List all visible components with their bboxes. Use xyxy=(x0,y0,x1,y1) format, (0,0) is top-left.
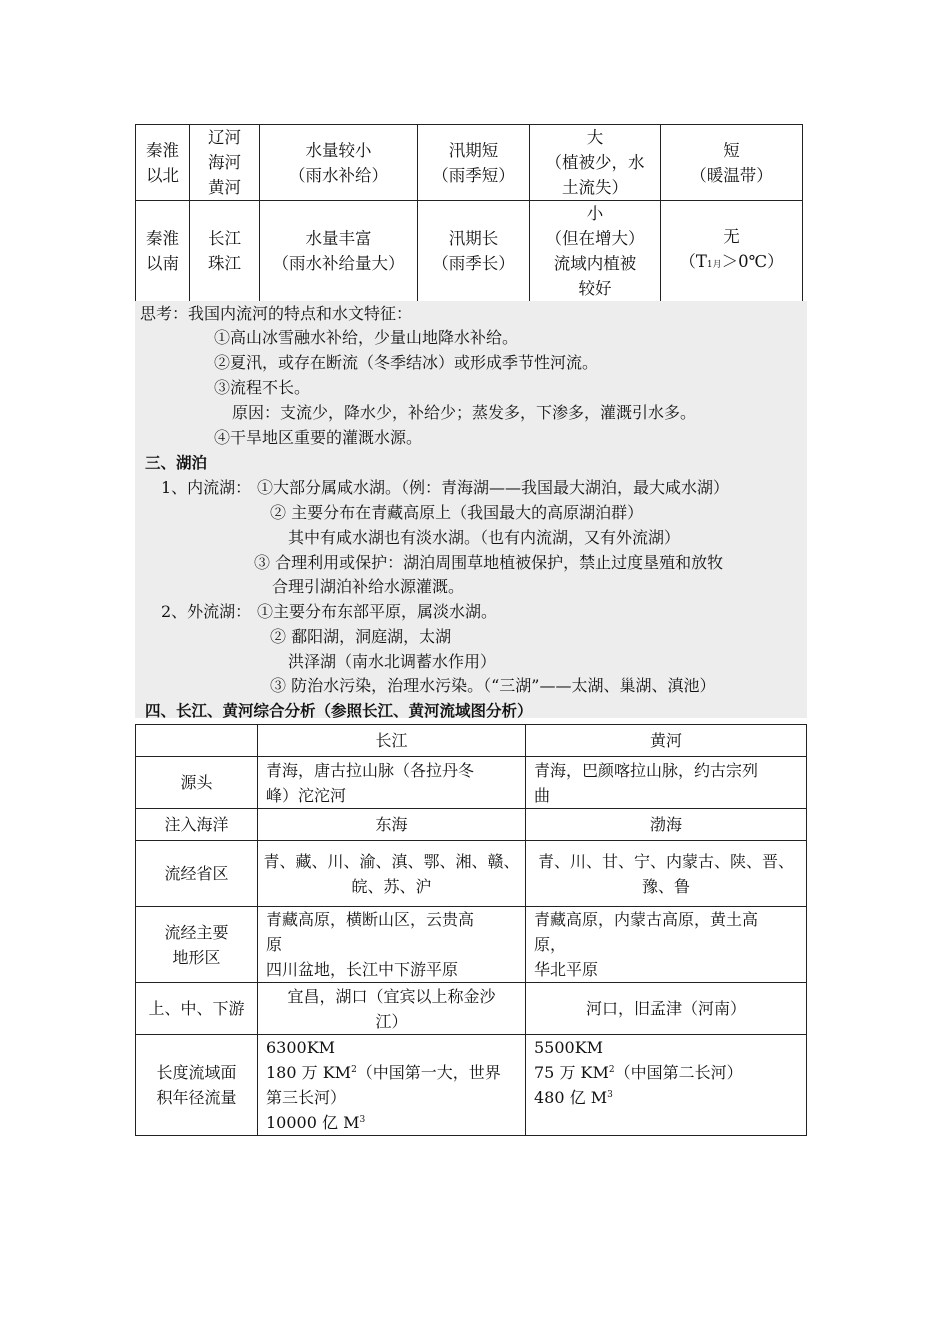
row-label: 流经省区 xyxy=(136,841,258,907)
table-row xyxy=(136,983,807,1035)
yellow-area xyxy=(534,1060,802,1085)
volume-cell: 水量丰富 （雨水补给量大） xyxy=(260,201,418,302)
yangtze-cell: 宜昌，湖口（宜宾以上称金沙 江） xyxy=(258,983,526,1035)
inner-lake-item: 其中有咸水湖也有淡水湖。（也有内流湖，又有外流湖） xyxy=(288,528,681,547)
yangtze-cell: 青、藏、川、渝、滇、鄂、湘、赣、 皖、苏、沪 xyxy=(258,841,526,907)
thinking-item: ④干旱地区重要的灌溉水源。 xyxy=(214,428,423,447)
yangtze-cell xyxy=(258,1035,526,1136)
table-row xyxy=(136,907,807,983)
yellow-cell: 青海，巴颜喀拉山脉，约古宗列 曲 xyxy=(526,757,807,809)
table-row xyxy=(136,757,807,809)
table-row xyxy=(136,1035,807,1136)
header-empty-cell xyxy=(136,725,258,757)
yellow-cell xyxy=(526,1035,807,1136)
row-label: 流经主要 地形区 xyxy=(136,907,258,983)
yellow-cell: 青、川、甘、宁、内蒙古、陕、晋、 豫、鲁 xyxy=(526,841,807,907)
table-row xyxy=(136,201,803,302)
rivers-cell: 辽河 海河 黄河 xyxy=(190,125,260,201)
ice-cell xyxy=(661,201,803,302)
yellow-cell: 河口，旧孟津（河南） xyxy=(526,983,807,1035)
row-label: 注入海洋 xyxy=(136,809,258,841)
yellow-cell: 渤海 xyxy=(526,809,807,841)
table-row xyxy=(136,125,803,201)
ice-note-prefix: （T xyxy=(679,252,707,271)
yangtze-area-sup: 2 xyxy=(351,1065,357,1075)
ice-main: 无 xyxy=(723,227,740,246)
rivers-cell: 长江 珠江 xyxy=(190,201,260,302)
yellow-area-prefix: 75 万 KM xyxy=(534,1063,609,1082)
inner-lake-item: ①大部分属咸水湖。（例：青海湖——我国最大湖泊，最大咸水湖） xyxy=(257,478,730,497)
thinking-item: 原因：支流少，降水少，补给少；蒸发多，下渗多，灌溉引水多。 xyxy=(232,403,697,422)
inner-lake-item: ③ 合理利用或保护：湖泊周围草地植被保护，禁止过度垦殖和放牧 xyxy=(254,553,724,572)
yellow-length: 5500KM xyxy=(534,1038,604,1057)
yangtze-flow-sup: 3 xyxy=(359,1115,366,1125)
outer-lake-item: ② 鄱阳湖，洞庭湖，太湖 xyxy=(270,627,452,646)
table-row xyxy=(136,841,807,907)
lakes-heading: 三、湖泊 xyxy=(145,454,208,472)
outer-lake-item: 洪泽湖（南水北调蓄水作用） xyxy=(288,652,497,671)
ice-note-sub: 1月 xyxy=(706,260,722,270)
yangtze-yellow-table xyxy=(135,724,807,1136)
flood-cell: 汛期长 （雨季长） xyxy=(418,201,530,302)
inner-lake-item: ② 主要分布在青藏高原上（我国最大的高原湖泊群） xyxy=(270,503,644,522)
yangtze-area-prefix: 180 万 KM xyxy=(266,1063,352,1082)
yellow-cell: 青藏高原，内蒙古高原，黄土高 原， 华北平原 xyxy=(526,907,807,983)
row-label: 上、中、下游 xyxy=(136,983,258,1035)
yangtze-cell: 青海，唐古拉山脉（各拉丹冬 峰）沱沱河 xyxy=(258,757,526,809)
yangtze-area-suffix: （中国第一大，世界 第三长河） xyxy=(266,1063,501,1107)
yellow-area-sup: 2 xyxy=(608,1065,615,1075)
header-yellow: 黄河 xyxy=(526,725,807,757)
row-label: 源头 xyxy=(136,757,258,809)
yellow-flow xyxy=(534,1085,802,1110)
inner-lake-item: 合理引湖泊补给水源灌溉。 xyxy=(272,577,465,596)
table-row xyxy=(136,809,807,841)
yangtze-cell: 青藏高原，横断山区，云贵高 原 四川盆地，长江中下游平原 xyxy=(258,907,526,983)
yellow-flow-prefix: 480 亿 M xyxy=(534,1088,608,1107)
flood-cell: 汛期短 （雨季短） xyxy=(418,125,530,201)
yangtze-flow xyxy=(266,1110,521,1135)
yangtze-area xyxy=(266,1060,521,1110)
ice-note-suffix: ＞0℃） xyxy=(721,252,784,271)
header-yangtze: 长江 xyxy=(258,725,526,757)
thinking-item: ②夏汛，或存在断流（冬季结冰）或形成季节性河流。 xyxy=(214,353,599,372)
outer-lake-item: ③ 防治水污染，治理水污染。（“三湖”——太湖、巢湖、滇池） xyxy=(270,676,716,695)
yangtze-length: 6300KM xyxy=(266,1038,336,1057)
river-comparison-table xyxy=(135,124,803,302)
thinking-item: ③流程不长。 xyxy=(214,378,311,397)
region-cell: 秦淮 以南 xyxy=(136,201,190,302)
yangtze-cell: 东海 xyxy=(258,809,526,841)
table-header-row xyxy=(136,725,807,757)
inner-lake-label: 1、内流湖： xyxy=(161,478,252,497)
sediment-cell: 小 （但在增大） 流域内植被 较好 xyxy=(530,201,661,302)
thinking-item: ①高山冰雪融水补给，少量山地降水补给。 xyxy=(214,328,519,347)
yellow-flow-sup: 3 xyxy=(607,1090,613,1100)
region-cell: 秦淮 以北 xyxy=(136,125,190,201)
outer-lake-label: 2、外流湖： xyxy=(161,602,252,621)
thinking-title: 思考：我国内流河的特点和水文特征： xyxy=(140,304,413,323)
yellow-area-suffix: （中国第二长河） xyxy=(614,1063,743,1082)
outer-lake-item: ①主要分布东部平原，属淡水湖。 xyxy=(257,602,498,621)
row-label: 长度流域面 积年径流量 xyxy=(136,1035,258,1136)
analysis-heading: 四、长江、黄河综合分析（参照长江、黄河流域图分析） xyxy=(145,702,533,720)
ice-cell: 短 （暖温带） xyxy=(661,125,803,201)
yangtze-flow-prefix: 10000 亿 M xyxy=(266,1113,360,1132)
volume-cell: 水量较小 （雨水补给） xyxy=(260,125,418,201)
ice-note xyxy=(665,249,798,278)
sediment-cell: 大 （植被少，水 土流失） xyxy=(530,125,661,201)
